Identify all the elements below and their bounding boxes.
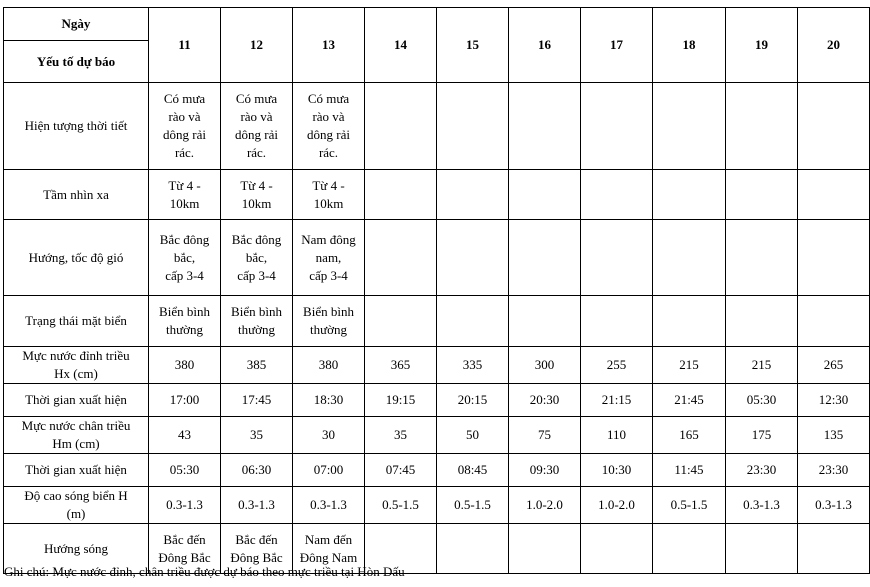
table-cell: Bắc đông bắc, cấp 3-4	[149, 220, 221, 296]
table-cell: 12:30	[798, 384, 870, 417]
table-cell: 75	[509, 417, 581, 454]
table-cell: 385	[221, 347, 293, 384]
table-cell	[798, 83, 870, 170]
table-cell	[581, 524, 653, 574]
table-cell	[653, 170, 726, 220]
table-cell: Có mưa rào và dông rải rác.	[149, 83, 221, 170]
table-cell	[581, 220, 653, 296]
footnote: Ghi chú: Mực nước đỉnh, chân triều được dự báo theo mực triều tại Hòn Dấu	[4, 564, 405, 579]
row-label: Trạng thái mặt biển	[4, 296, 149, 347]
table-cell: 0.3-1.3	[293, 487, 365, 524]
header-day: 20	[798, 8, 870, 83]
table-cell: 165	[653, 417, 726, 454]
header-day: 19	[726, 8, 798, 83]
table-cell: 110	[581, 417, 653, 454]
table-cell	[437, 296, 509, 347]
table-cell: 215	[726, 347, 798, 384]
table-cell: 35	[221, 417, 293, 454]
table-cell: 380	[293, 347, 365, 384]
table-cell: 18:30	[293, 384, 365, 417]
table-row	[4, 417, 870, 454]
table-cell: 17:00	[149, 384, 221, 417]
forecast-table	[3, 7, 870, 574]
table-cell: 10:30	[581, 454, 653, 487]
table-cell: Từ 4 - 10km	[149, 170, 221, 220]
table-cell: Bắc đến Đông Bắc	[221, 524, 293, 574]
table-cell: Bắc đến Đông Bắc	[149, 524, 221, 574]
table-cell: 35	[365, 417, 437, 454]
table-cell	[726, 524, 798, 574]
table-cell	[653, 524, 726, 574]
row-label: Độ cao sóng biển H (m)	[4, 487, 149, 524]
table-cell: 0.3-1.3	[149, 487, 221, 524]
table-cell: 23:30	[726, 454, 798, 487]
table-cell: 17:45	[221, 384, 293, 417]
table-cell	[798, 220, 870, 296]
table-cell: 20:15	[437, 384, 509, 417]
table-cell: 23:30	[798, 454, 870, 487]
table-body	[4, 83, 870, 574]
table-cell: 0.5-1.5	[365, 487, 437, 524]
table-cell	[365, 296, 437, 347]
table-cell: 43	[149, 417, 221, 454]
header-day: 12	[221, 8, 293, 83]
table-cell: Biển bình thường	[149, 296, 221, 347]
table-cell	[653, 296, 726, 347]
table-cell: 50	[437, 417, 509, 454]
header-day: 18	[653, 8, 726, 83]
table-cell	[581, 83, 653, 170]
table-cell: 0.5-1.5	[437, 487, 509, 524]
header-day: 11	[149, 8, 221, 83]
table-cell	[581, 170, 653, 220]
table-cell: 365	[365, 347, 437, 384]
table-cell: 05:30	[726, 384, 798, 417]
header-day: 13	[293, 8, 365, 83]
table-cell: 21:15	[581, 384, 653, 417]
table-cell: 0.3-1.3	[221, 487, 293, 524]
table-cell	[653, 220, 726, 296]
table-cell	[509, 524, 581, 574]
header-ngay: Ngày	[4, 8, 149, 41]
table-cell	[365, 170, 437, 220]
table-cell	[437, 170, 509, 220]
row-label: Mực nước chân triều Hm (cm)	[4, 417, 149, 454]
table-cell: 265	[798, 347, 870, 384]
header-day: 16	[509, 8, 581, 83]
table-cell	[509, 296, 581, 347]
table-cell: Từ 4 - 10km	[293, 170, 365, 220]
table-cell: 335	[437, 347, 509, 384]
row-label: Tầm nhìn xa	[4, 170, 149, 220]
row-label: Mực nước đỉnh triều Hx (cm)	[4, 347, 149, 384]
table-cell	[509, 83, 581, 170]
header-day: 15	[437, 8, 509, 83]
table-cell	[798, 170, 870, 220]
header-row-top	[4, 8, 870, 41]
table-cell: 0.3-1.3	[798, 487, 870, 524]
table-cell: Bắc đông bắc, cấp 3-4	[221, 220, 293, 296]
table-cell: 30	[293, 417, 365, 454]
table-row	[4, 296, 870, 347]
table-cell: 08:45	[437, 454, 509, 487]
table-cell	[581, 296, 653, 347]
table-cell: Biển bình thường	[221, 296, 293, 347]
table-cell: Có mưa rào và dông rải rác.	[221, 83, 293, 170]
table-cell: 215	[653, 347, 726, 384]
table-cell	[726, 170, 798, 220]
table-row	[4, 384, 870, 417]
table-cell: Có mưa rào và dông rải rác.	[293, 83, 365, 170]
table-cell	[365, 220, 437, 296]
table-cell: Nam đến Đông Nam	[293, 524, 365, 574]
row-label: Thời gian xuất hiện	[4, 384, 149, 417]
table-cell: Biển bình thường	[293, 296, 365, 347]
table-row	[4, 454, 870, 487]
table-cell	[726, 296, 798, 347]
header-day: 14	[365, 8, 437, 83]
table-row	[4, 170, 870, 220]
table-cell	[365, 83, 437, 170]
table-cell	[437, 83, 509, 170]
table-cell: Nam đông nam, cấp 3-4	[293, 220, 365, 296]
table-cell: 0.5-1.5	[653, 487, 726, 524]
table-cell: 135	[798, 417, 870, 454]
table-row	[4, 83, 870, 170]
table-cell: 06:30	[221, 454, 293, 487]
header-day: 17	[581, 8, 653, 83]
table-cell: 20:30	[509, 384, 581, 417]
table-cell	[653, 83, 726, 170]
table-cell: 07:00	[293, 454, 365, 487]
table-cell	[437, 220, 509, 296]
table-cell: 300	[509, 347, 581, 384]
table-cell	[798, 296, 870, 347]
header-factor: Yếu tố dự báo	[4, 41, 149, 83]
table-cell: 11:45	[653, 454, 726, 487]
table-cell: 1.0-2.0	[509, 487, 581, 524]
table-cell: Từ 4 - 10km	[221, 170, 293, 220]
table-cell: 1.0-2.0	[581, 487, 653, 524]
row-label: Thời gian xuất hiện	[4, 454, 149, 487]
table-cell: 0.3-1.3	[726, 487, 798, 524]
table-cell	[509, 220, 581, 296]
row-label: Hướng sóng	[4, 524, 149, 574]
table-cell: 21:45	[653, 384, 726, 417]
table-cell: 175	[726, 417, 798, 454]
table-cell: 19:15	[365, 384, 437, 417]
table-cell: 380	[149, 347, 221, 384]
table-cell	[509, 170, 581, 220]
table-row	[4, 220, 870, 296]
table-cell	[798, 524, 870, 574]
row-label: Hướng, tốc độ gió	[4, 220, 149, 296]
table-cell: 09:30	[509, 454, 581, 487]
table-cell	[726, 220, 798, 296]
table-row	[4, 347, 870, 384]
table-cell	[437, 524, 509, 574]
table-cell: 07:45	[365, 454, 437, 487]
row-label: Hiện tượng thời tiết	[4, 83, 149, 170]
table-cell: 255	[581, 347, 653, 384]
table-cell: 05:30	[149, 454, 221, 487]
table-row	[4, 487, 870, 524]
table-cell	[726, 83, 798, 170]
